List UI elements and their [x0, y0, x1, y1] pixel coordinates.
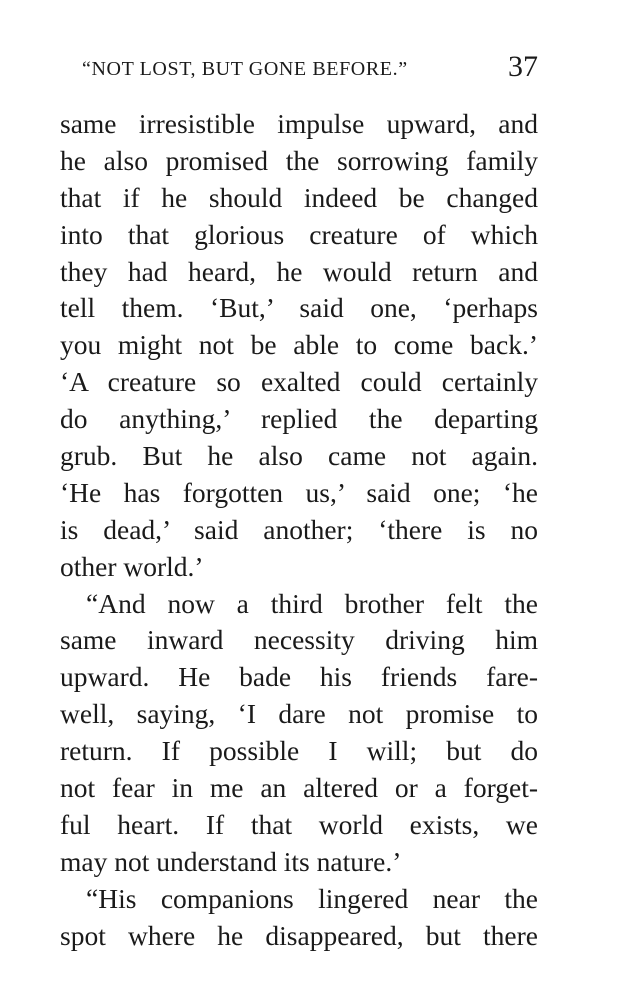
- text-line: do anything,’ replied the departing: [60, 403, 538, 435]
- text-line: they had heard, he would return and: [60, 255, 538, 287]
- text-line: not fear in me an altered or a forget-: [60, 772, 538, 804]
- text-line: return. If possible I will; but do: [60, 735, 538, 767]
- text-line: you might not be able to come back.’: [60, 329, 538, 361]
- text-line: well, saying, ‘I dare not promise to: [60, 698, 538, 730]
- running-head: “NOT LOST, BUT GONE BEFORE.”: [82, 58, 408, 80]
- text-line: into that glorious creature of which: [60, 218, 538, 250]
- text-line: ‘He has forgotten us,’ said one; ‘he: [60, 476, 538, 508]
- text-line: same inward necessity driving him: [60, 624, 538, 656]
- text-line: ful heart. If that world exists, we: [60, 808, 538, 840]
- page-number: 37: [508, 50, 538, 83]
- paragraph-start-line: “His companions lingered near the: [86, 882, 538, 914]
- text-line: is dead,’ said another; ‘there is no: [60, 513, 538, 545]
- text-line: may not understand its nature.’: [60, 845, 402, 877]
- paragraph-start-line: “And now a third brother felt the: [86, 587, 538, 619]
- text-line: he also promised the sorrowing family: [60, 144, 538, 176]
- text-line: other world.’: [60, 550, 204, 582]
- text-line: upward. He bade his friends fare-: [60, 661, 538, 693]
- text-line: tell them. ‘But,’ said one, ‘perhaps: [60, 292, 538, 324]
- text-line: grub. But he also came not again.: [60, 440, 538, 472]
- body-text: [60, 106, 538, 954]
- text-line: same irresistible impulse upward, and: [60, 108, 538, 139]
- text-line: ‘A creature so exalted could certainly: [60, 366, 538, 398]
- text-line: that if he should indeed be changed: [60, 181, 538, 213]
- text-line: spot where he disappeared, but there: [60, 919, 538, 951]
- page-header: [82, 52, 538, 88]
